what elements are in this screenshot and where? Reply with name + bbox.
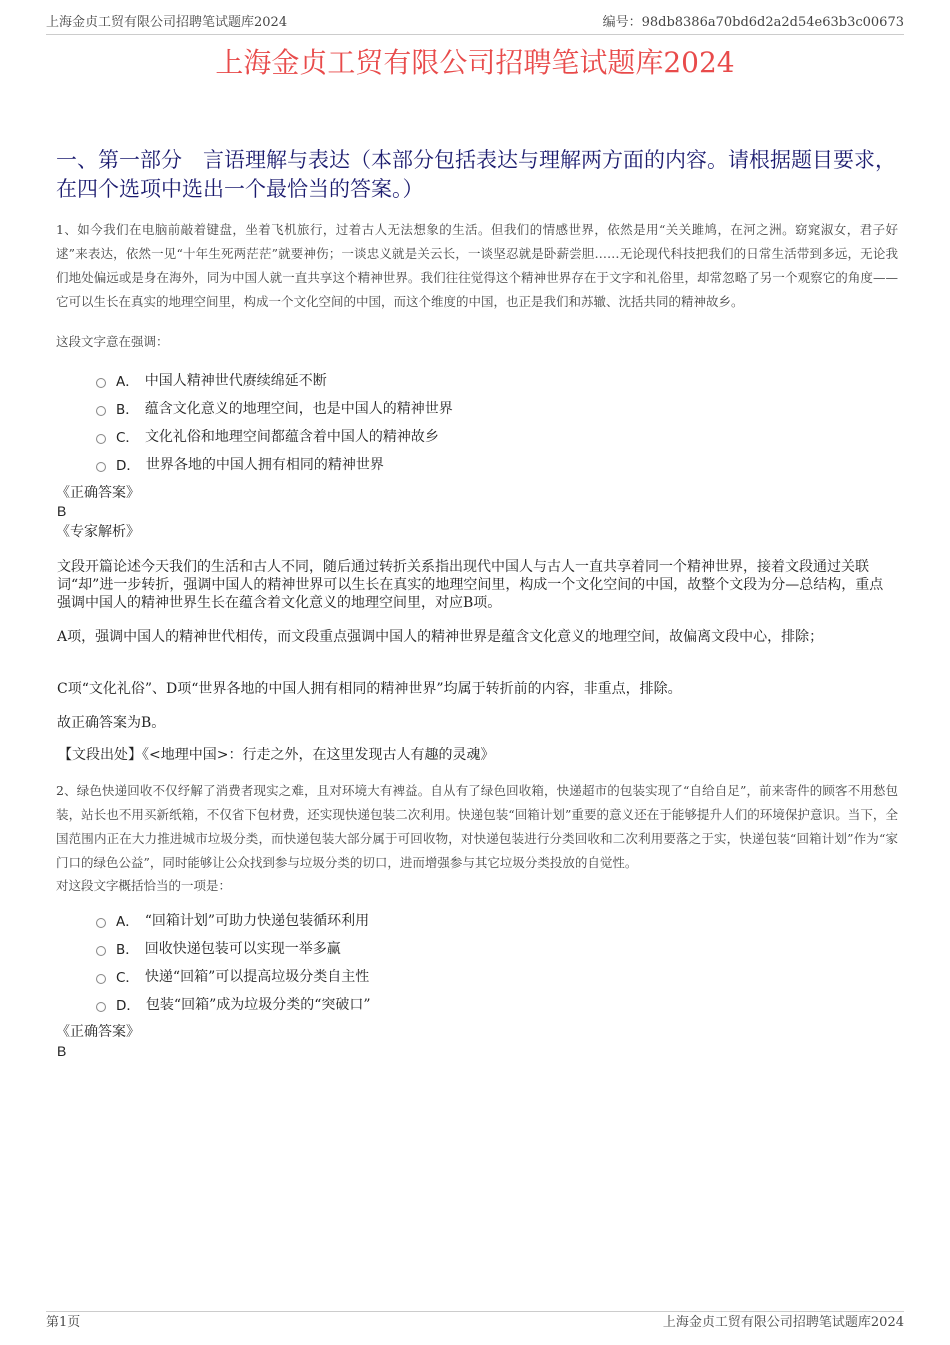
q1-option-a[interactable] — [96, 366, 896, 394]
page-header — [46, 14, 904, 35]
radio-button-icon[interactable] — [96, 406, 106, 416]
option-letter: A． — [116, 914, 139, 930]
q1-option-b[interactable] — [96, 394, 896, 422]
radio-button-icon[interactable] — [96, 434, 106, 444]
q1-option-c[interactable] — [96, 422, 896, 450]
option-text: 回收快递包装可以实现一举多赢 — [144, 941, 341, 957]
option-letter: B． — [116, 942, 139, 958]
option-text: 快递“回箱”可以提高垃圾分类自主性 — [144, 969, 370, 985]
radio-button-icon[interactable] — [96, 946, 106, 956]
option-letter: D． — [116, 998, 140, 1014]
q1-expert-analysis-label: 《专家解析》 — [56, 524, 140, 540]
question-1-options — [96, 366, 896, 478]
footer-right-text: 上海金贞工贸有限公司招聘笔试题库2024 — [662, 1315, 904, 1330]
q1-analysis-paragraph-2: A项，强调中国人的精神世代相传，而文段重点强调中国人的精神世界是蕴含文化意义的地理空间，故偏离文段中心，排除； — [57, 629, 824, 645]
option-text: 中国人精神世代赓续绵延不断 — [144, 373, 327, 389]
q1-source: 【文段出处】《<地理中国>：行走之外，在这里发现古人有趣的灵魂》 — [58, 747, 495, 763]
header-left-text: 上海金贞工贸有限公司招聘笔试题库2024 — [46, 15, 288, 30]
q2-option-d[interactable] — [96, 990, 896, 1018]
q2-answer: B — [57, 1043, 67, 1059]
radio-button-icon[interactable] — [96, 378, 106, 388]
q1-analysis-paragraph-4: 故正确答案为B。 — [57, 715, 166, 731]
option-text: 蕴含文化意义的地理空间，也是中国人的精神世界 — [144, 401, 453, 417]
q2-correct-answer-label: 《正确答案》 — [56, 1024, 140, 1040]
q1-analysis-paragraph-3: C项“文化礼俗”、D项“世界各地的中国人拥有相同的精神世界”均属于转折前的内容，非重点，排除。 — [57, 681, 682, 697]
question-1-prompt: 这段文字意在强调： — [56, 334, 169, 349]
page-footer — [46, 1311, 904, 1332]
section-heading: 一、第一部分 言语理解与表达（本部分包括表达与理解两方面的内容。请根据题目要求，在四个选项中选出一个最恰当的答案。） — [56, 148, 896, 201]
option-text: 世界各地的中国人拥有相同的精神世界 — [145, 457, 384, 473]
option-letter: C． — [116, 970, 139, 986]
radio-button-icon[interactable] — [96, 974, 106, 984]
radio-button-icon[interactable] — [96, 1002, 106, 1012]
header-document-id: 编号：98db8386a70bd6d2a2d54e63b3c00673 — [602, 15, 904, 30]
option-text: “回箱计划”可助力快递包装循环利用 — [144, 913, 370, 929]
option-text: 文化礼俗和地理空间都蕴含着中国人的精神故乡 — [144, 429, 439, 445]
question-2-passage: 2、绿色快递回收不仅纾解了消费者现实之难，且对环境大有裨益。自从有了绿色回收箱，快递超市的包装实现了“自给自足”，前来寄件的顾客不用愁包装，站长也不用买新纸箱，不仅省下包材费，还实现快递包装二次利用。快递包装“回箱计划”重要的意义还在于能够提升人们的环境保护意识。当下，全国范围内正在大力推进城市垃圾分类，而快递包装大部分属于可回收物，对快递包装进行分类回收和二次利用要落之于实，快递包装“回箱计划”作为“家门口的绿色公益”，同时能够让公众找到参与垃圾分类的切口，进而增强参与其它垃圾分类投放的自觉性。 — [56, 783, 898, 870]
q2-option-c[interactable] — [96, 962, 896, 990]
option-letter: A． — [116, 374, 139, 390]
footer-page-number: 第1页 — [46, 1315, 81, 1330]
q1-correct-answer-label: 《正确答案》 — [56, 485, 140, 501]
q2-option-a[interactable] — [96, 906, 896, 934]
option-letter: B． — [116, 402, 139, 418]
page-title: 上海金贞工贸有限公司招聘笔试题库2024 — [215, 46, 735, 79]
radio-button-icon[interactable] — [96, 462, 106, 472]
option-text: 包装“回箱”成为垃圾分类的“突破口” — [145, 997, 371, 1013]
radio-button-icon[interactable] — [96, 918, 106, 928]
q2-option-b[interactable] — [96, 934, 896, 962]
option-letter: C． — [116, 430, 139, 446]
option-letter: D． — [116, 458, 140, 474]
question-2-prompt: 对这段文字概括恰当的一项是： — [56, 878, 232, 893]
q1-analysis-paragraph-1: 文段开篇论述今天我们的生活和古人不同，随后通过转折关系指出现代中国人与古人一直共享着同一个精神世界，接着文段通过关联词“却”进一步转折，强调中国人的精神世界可以生长在真实的地理空间里，构成一个文化空间的中国，故整个文段为分—总结构，重点强调中国人的精神世界生长在蕴含着文化意义的地理空间里，对应B项。 — [57, 559, 884, 611]
q1-answer: B — [57, 503, 67, 519]
q1-option-d[interactable] — [96, 450, 896, 478]
question-1-passage: 1、如今我们在电脑前敲着键盘，坐着飞机旅行，过着古人无法想象的生活。但我们的情感世界，依然是用“关关雎鸠，在河之洲。窈窕淑女，君子好逑”来表达，依然一见“十年生死两茫茫”就要神伤；一谈忠义就是关云长，一谈坚忍就是卧薪尝胆……无论现代科技把我们的日常生活带到多远，无论我们地处偏远或是身在海外，同为中国人就一直共享这个精神世界。我们往往觉得这个精神世界存在于文字和礼俗里，却常忽略了另一个观察它的角度——它可以生长在真实的地理空间里，构成一个文化空间的中国，而这个维度的中国，也正是我们和苏辙、沈括共同的精神故乡。 — [56, 222, 898, 309]
question-2-options — [96, 906, 896, 1018]
